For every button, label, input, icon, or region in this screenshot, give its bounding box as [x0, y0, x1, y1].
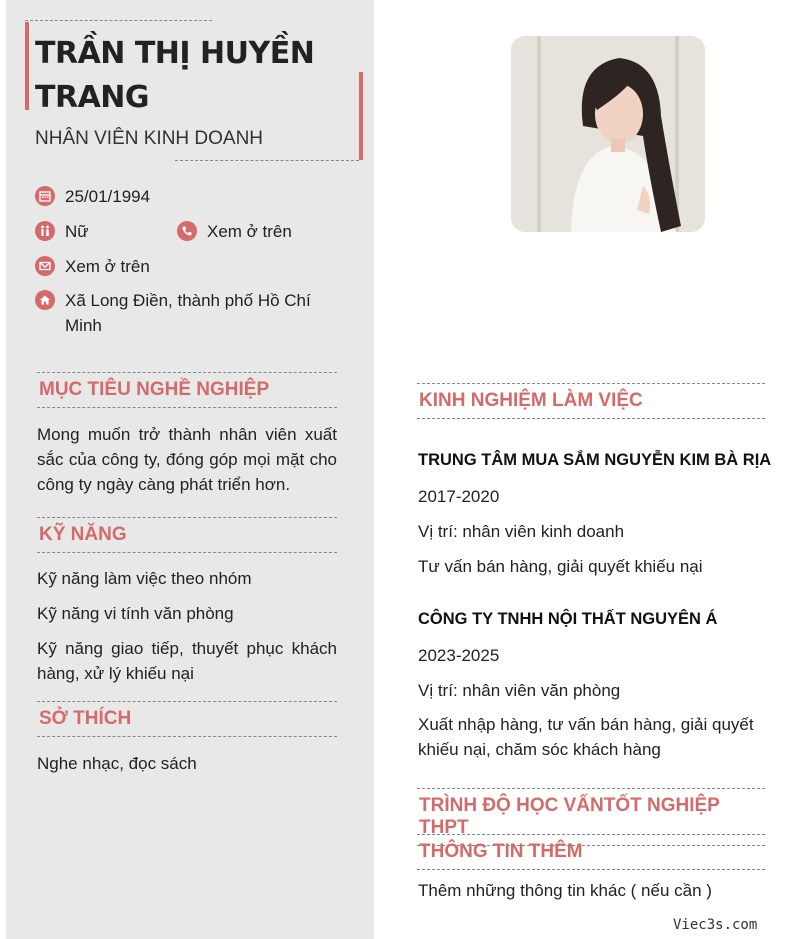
gender-value: Nữ — [65, 222, 89, 241]
calendar-icon — [35, 186, 55, 206]
skill-item: Kỹ năng giao tiếp, thuyết phục khách hàng, xử lý khiếu nại — [37, 639, 337, 683]
section-title-experience: KINH NGHIỆM LÀM VIỆC — [417, 383, 765, 419]
company-name: CÔNG TY TNHH NỘI THẤT NGUYÊN Á — [418, 610, 718, 628]
company-name: TRUNG TÂM MUA SẮM NGUYỄN KIM BÀ RỊA — [418, 451, 772, 469]
job-description: Xuất nhập hàng, tư vấn bán hàng, giải quyết khiếu nại, chăm sóc khách hàng — [418, 715, 754, 759]
gender-row — [35, 219, 165, 244]
hobbies-text: Nghe nhạc, đọc sách — [37, 754, 197, 773]
phone-value: Xem ở trên — [207, 222, 292, 241]
accent-bar — [359, 72, 363, 160]
section-title-skills: KỸ NĂNG — [37, 517, 337, 553]
gender-icon — [35, 221, 55, 241]
section-title-hobbies: SỞ THÍCH — [37, 701, 337, 737]
skill-item: Kỹ năng vi tính văn phòng — [37, 604, 234, 623]
job-position: Vị trí: nhân viên kinh doanh — [418, 522, 625, 541]
watermark-brand: Viec3s.com — [673, 917, 758, 933]
extra-text: Thêm những thông tin khác ( nếu cần ) — [418, 881, 712, 900]
address-value: Xã Long Điền, thành phố Hồ Chí Minh — [65, 291, 311, 335]
phone-icon — [177, 221, 197, 241]
skill-item: Kỹ năng làm việc theo nhóm — [37, 569, 252, 588]
section-title-extra: THÔNG TIN THÊM — [417, 834, 765, 870]
job-description: Tư vấn bán hàng, giải quyết khiếu nại — [418, 557, 703, 576]
profile-photo — [511, 36, 705, 232]
objective-text: Mong muốn trở thành nhân viên xuất sắc của công ty, đóng góp mọi mặt cho công ty ngày càng phát triển hơn. — [37, 425, 337, 494]
home-icon — [35, 290, 55, 310]
job-period: 2023-2025 — [418, 646, 500, 665]
email-value: Xem ở trên — [65, 257, 150, 276]
candidate-name: TRẦN THỊ HUYỀN TRANG — [35, 36, 315, 115]
section-title-objective: MỤC TIÊU NGHỀ NGHIỆP — [37, 372, 337, 408]
address-row — [35, 288, 335, 338]
accent-bar — [25, 22, 29, 110]
birthday-value: 25/01/1994 — [65, 187, 151, 206]
phone-row — [177, 219, 347, 244]
envelope-icon — [35, 256, 55, 276]
job-position: Vị trí: nhân viên văn phòng — [418, 681, 621, 700]
job-period: 2017-2020 — [418, 487, 500, 506]
divider — [175, 160, 359, 161]
email-row — [35, 254, 335, 279]
name-block — [25, 20, 363, 161]
divider — [25, 20, 212, 21]
job-title: NHÂN VIÊN KINH DOANH — [35, 128, 264, 149]
section-title-education: TRÌNH ĐỘ HỌC VẤNTỐT NGHIỆP THPT — [417, 788, 765, 846]
birthday-row — [35, 184, 335, 209]
